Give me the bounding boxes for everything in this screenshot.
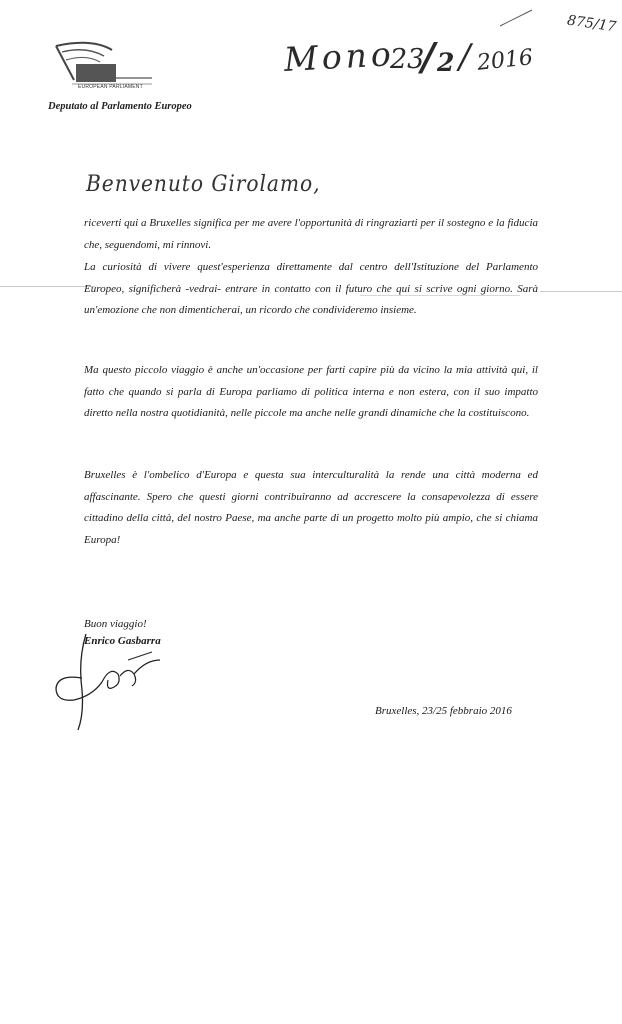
letter-paragraph: riceverti qui a Bruxelles significa per me avere l'opportunità di ringraziarti per il sostegno e la fiducia che, seguendomi, mi rinnovi.: [84, 217, 538, 251]
deputy-title: Deputato al Parlamento Europeo: [48, 101, 192, 112]
handwritten-signature: [48, 630, 168, 734]
logo-caption: EUROPEAN PARLIAMENT: [78, 84, 143, 90]
handwritten-year: 2016: [475, 45, 535, 76]
scan-line: [0, 286, 95, 287]
handwritten-day: 23: [390, 44, 425, 75]
closing-line: Buon viaggio!: [84, 618, 147, 630]
handwritten-place: Mono: [282, 34, 396, 79]
signer-name: Enrico Gasbarra: [84, 635, 161, 647]
handwritten-month: 2: [437, 48, 455, 77]
pen-mark: [498, 8, 534, 28]
handwritten-slash: /: [459, 37, 471, 77]
letter-paragraph: La curiosità di vivere quest'esperienza direttamente dal centro dell'Istituzione del Parlamento Europeo, significherà -vedrai- entrare in contatto con il futuro che qui si scrive ogni giorno. Sarà un'emozione che non dimenticherai, un ricordo che condivideremo insieme.: [84, 261, 538, 316]
letter-paragraph: Ma questo piccolo viaggio è anche un'occasione per farti capire più da vicino la mia attività qui, il fatto che quando si parla di Europa parliamo di politica interna e non estera, con il suo impatto diretto nella nostra quotidianità, nelle piccole ma anche nelle grandi dinamiche che la costituiscono.: [84, 364, 538, 419]
handwritten-corner-note: 875/17: [566, 12, 618, 36]
handwritten-slash: /: [421, 34, 435, 79]
scan-line: [540, 291, 622, 292]
handwritten-greeting: Benvenuto Girolamo,: [86, 172, 321, 197]
letter-paragraph: Bruxelles è l'ombelico d'Europa e questa sua interculturalità la rende una città moderna ed affascinante. Spero che questi giorni contribuiranno ad accrescere la consapevolezza di essere cittadino della città, del nostro Paese, ma anche parte di un progetto molto più ampio, che si chiama Europa!: [84, 469, 538, 546]
place-date: Bruxelles, 23/25 febbraio 2016: [375, 705, 512, 717]
